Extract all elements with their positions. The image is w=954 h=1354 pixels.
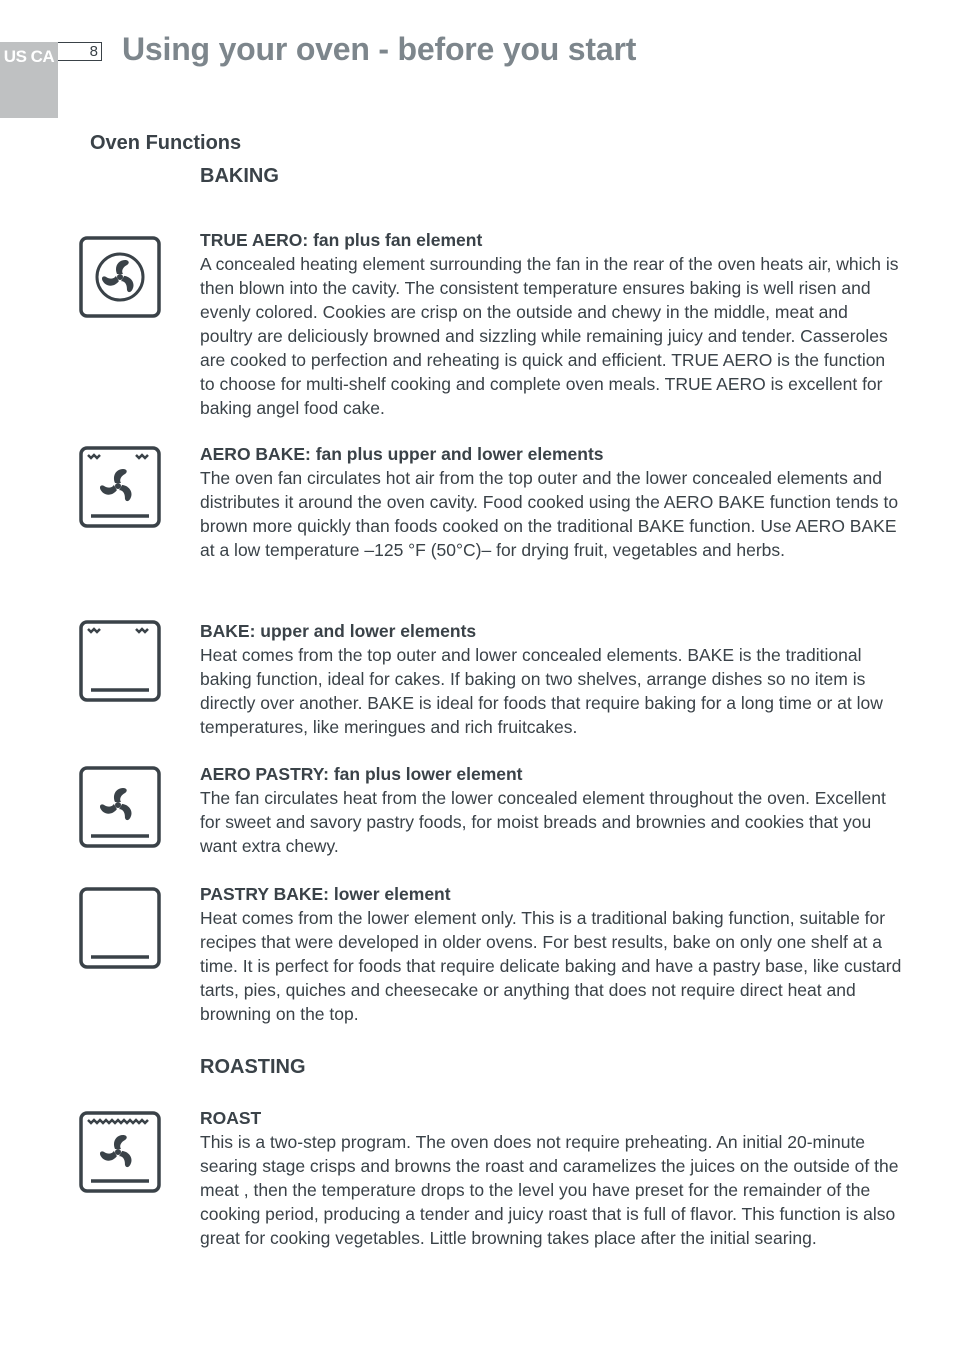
function-bake [200,619,904,739]
function-description: A concealed heating element surrounding the fan in the rear of the oven heats air, which is then blown into the cavity. The consistent temperature ensures baking is well risen and evenly colored. Cookies are crisp on the outside and chewy in the middle, meat and poultry are deliciously browned and sizzling while remaining juicy and tender. Casseroles are cooked to perfection and reheating is quick and efficient. TRUE AERO is the function to choose for multi-shelf cooking and complete oven meals. TRUE AERO is excellent for baking angel food cake. [200,254,899,418]
function-description: This is a two-step program. The oven does not require preheating. An initial 20-minute searing stage crisps and browns the roast and caramelizes the juices on the outside of the meat , then the temperature drops to the level you have preset for the remainder of the cooking period, producing a tender and juicy roast that is full of flavor. This function is also great for cooking vegetables. Little browning takes place after the initial searing. [200,1132,899,1248]
lower-element-icon [78,886,162,970]
region-label: US CA [3,47,55,66]
function-aero-pastry [200,762,904,858]
function-title: BAKE: upper and lower elements [200,621,477,641]
group-title-baking: BAKING [200,165,279,187]
page-number: 8 [58,42,102,61]
fan-upper-lower-icon [78,445,162,529]
roast-icon [78,1110,162,1194]
group-title-roasting: ROASTING [200,1056,306,1078]
function-aero-bake [200,442,904,562]
function-description: Heat comes from the top outer and lower concealed elements. BAKE is the traditional baking function, ideal for cakes. If baking on two shelves, arrange dishes so no item is directly over another. BAKE is ideal for foods that require baking for a long time or at low temperatures, like meringues and rich fruitcakes. [200,645,883,737]
function-title: ROAST [200,1108,262,1128]
function-true-aero [200,228,904,420]
function-pastry-bake [200,882,904,1026]
function-description: The fan circulates heat from the lower concealed element throughout the oven. Excellent for sweet and savory pastry foods, for moist breads and brownies and cookies that you want extra chewy. [200,788,886,856]
function-title: AERO BAKE: fan plus upper and lower elements [200,444,604,464]
page-title: Using your oven - before you start [122,31,637,67]
function-description: The oven fan circulates hot air from the top outer and the lower concealed elements and distributes it around the oven cavity. Food cooked using the AERO BAKE function tends to brown more quickly than foods cooked on the traditional BAKE function. Use AERO BAKE at a low temperature –125 °F (50°C)– for drying fruit, vegetables and herbs. [200,468,899,560]
fan-element-icon [78,235,162,319]
fan-lower-element-icon [78,765,162,849]
section-title: Oven Functions [90,132,242,154]
function-title: PASTRY BAKE: lower element [200,884,451,904]
function-title: AERO PASTRY: fan plus lower element [200,764,523,784]
function-roast [200,1106,904,1250]
function-description: Heat comes from the lower element only. This is a traditional baking function, suitable for recipes that were developed in older ovens. For best results, bake on only one shelf at a time. It is perfect for foods that require delicate baking and have a pastry base, like custard tarts, pies, quiches and cheesecake or anything that does not require direct heat and browning on the top. [200,908,902,1024]
upper-lower-elements-icon [78,619,162,703]
function-title: TRUE AERO: fan plus fan element [200,230,483,250]
